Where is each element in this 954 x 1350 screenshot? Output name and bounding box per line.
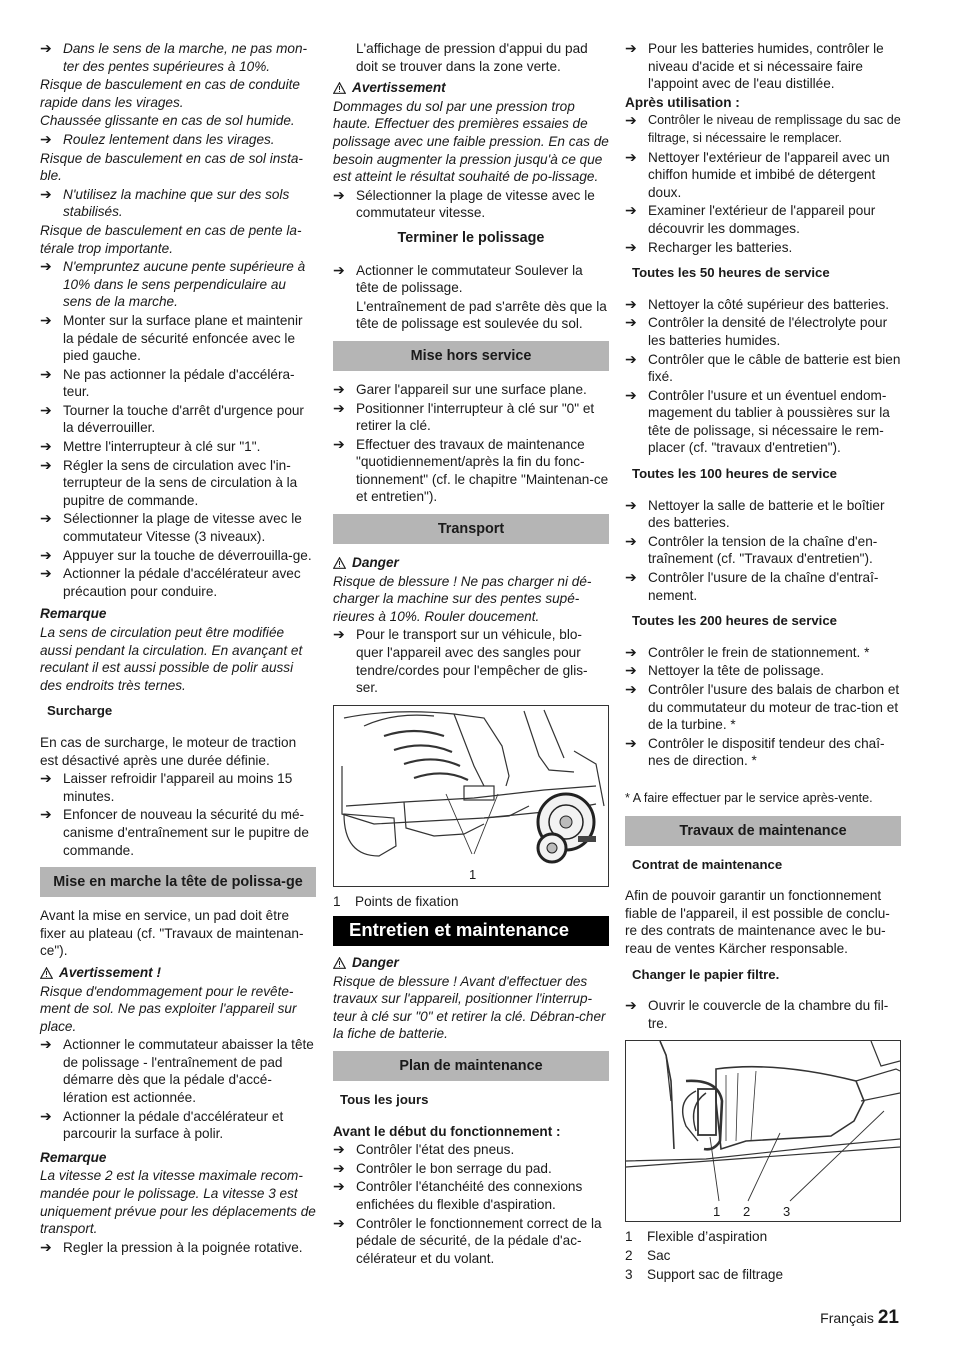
list-item: ➔ Actionner la pédale d'accélérateur et parcourir la surface à polir. xyxy=(40,1108,316,1143)
terminer-text: L'entraînement de pad s'arrête dès que la tête de polissage est soulevée du sol. xyxy=(356,298,607,332)
warning-triangle-icon xyxy=(333,82,346,94)
list-item: ➔ Contrôler l'état des pneus. xyxy=(333,1141,609,1159)
remarque-text: La vitesse 2 est la vitesse maximale recom-mandée pour le polissage. La vitesse 3 est uniquement prévue pour les déplacements de transport. xyxy=(40,1168,316,1237)
mise-text: Avant la mise en service, un pad doit être fixer au plateau (cf. "Travaux de maintenan-ce"). xyxy=(40,908,304,959)
list-item: ➔ Contrôler l'usure de la chaîne d'entraî-nement. xyxy=(625,569,901,604)
list-item: ➔ Nettoyer la côté supérieur des batteries. xyxy=(625,296,901,314)
heading-200h: Toutes les 200 heures de service xyxy=(632,613,838,629)
terminer-heading: Terminer le polissage xyxy=(397,229,545,246)
figure-callout: 1 xyxy=(713,1204,721,1220)
list-item: ➔ Positionner l'interrupteur à clé sur "0" et retirer la clé. xyxy=(333,400,609,435)
list-item: ➔ Contrôler que le câble de batterie est bien fixé. xyxy=(625,351,901,386)
section-heading-mise-en-marche: Mise en marche la tête de polissa-ge xyxy=(40,867,316,897)
list-item: ➔ Appuyer sur la touche de déverrouilla-ge. xyxy=(40,547,316,565)
warning-text: Dommages du sol par une pression trop haute. Effectuer des premières essaies de polissage avec une faible pression. En cas de besoin augmenter la pression jusqu'à ce que est atteint le résultat souhaité de po-lissage. xyxy=(333,98,609,185)
surcharge-text: En cas de surcharge, le moteur de traction est désactivé après une durée définie. xyxy=(40,734,297,768)
figure-callout: 3 xyxy=(783,1204,791,1220)
list-item: ➔ Ouvrir le couvercle de la chambre du fil-tre. xyxy=(625,997,901,1032)
list-item: ➔ N'utilisez la machine que sur des sols stabilisés. xyxy=(40,186,316,221)
section-heading-plan: Plan de maintenance xyxy=(333,1051,609,1081)
column-1 xyxy=(40,40,316,1257)
warning-label: Avertissement ! xyxy=(40,964,316,982)
section-heading-travaux: Travaux de maintenance xyxy=(625,816,901,846)
machine-illustration xyxy=(334,706,608,886)
legend-item: 2 Sac xyxy=(625,1247,671,1263)
list-item: ➔ Examiner l'extérieur de l'appareil pour découvrir les dommages. xyxy=(625,202,901,237)
list-item: ➔ Actionner le commutateur abaisser la tête de polissage - l'entraînement de pad démarre dès que la pédale d'accé-lération est actionnée. xyxy=(40,1036,316,1106)
list-item: ➔ Contrôler l'usure et un éventuel endom-magement du tablier à poussières sur la tête de polissage, si nécessaire le rem-placer (cf. "travaux d'entretien"). xyxy=(625,387,901,457)
list-item: ➔ Sélectionner la plage de vitesse avec le commutateur Vitesse (3 niveaux). xyxy=(40,510,316,545)
list-item: ➔ Régler la sens de circulation avec l'in-terrupteur de la sens de circulation à la pupitre de commande. xyxy=(40,457,316,510)
risk-text: Chaussée glissante en cas de sol humide. xyxy=(40,113,295,129)
section-heading-mise-hors-service: Mise hors service xyxy=(333,341,609,371)
list-item: ➔ Actionner le commutateur Soulever la tête de polissage. xyxy=(333,262,609,297)
figure-callout: 1 xyxy=(469,866,477,882)
list-item: ➔ Pour le transport sur un véhicule, blo-quer l'appareil avec des sangles pour tendre/cordes pour l'empêcher de glis-ser. xyxy=(333,626,609,696)
page-footer xyxy=(820,1307,899,1329)
chapter-title: Entretien et maintenance xyxy=(333,916,609,946)
footer-language: Français xyxy=(820,1310,874,1326)
list-item: ➔ Nettoyer l'extérieur de l'appareil avec un chiffon humide et imbibé de détergent doux. xyxy=(625,149,901,202)
warning-triangle-icon xyxy=(40,967,53,979)
section-heading-transport: Transport xyxy=(333,514,609,544)
legend-item: 3 Support sac de filtrage xyxy=(625,1266,784,1282)
warning-triangle-icon xyxy=(333,557,346,569)
remarque-label: Remarque xyxy=(40,1149,107,1165)
danger-text: Risque de blessure ! Avant d'effectuer des travaux sur l'appareil, positionner l'interrup-teur à clé sur "0" et retirer la clé. Débran-cher la fiche de batterie. xyxy=(333,973,606,1042)
risk-text: Risque de basculement en cas de sol insta-ble. xyxy=(40,150,303,184)
column-2 xyxy=(333,40,609,1268)
list-item: ➔ Pour les batteries humides, contrôler le niveau d'acide et si nécessaire faire l'appoint avec de l'eau distillée. xyxy=(625,40,901,93)
figure-filter xyxy=(625,1040,901,1222)
footnote: * A faire effectuer par le service après-vente. xyxy=(625,790,873,805)
list-item: ➔ Tourner la touche d'arrêt d'urgence pour la déverrouiller. xyxy=(40,402,316,437)
continued-text: L'affichage de pression d'appui du pad doit se trouver dans la zone verte. xyxy=(356,41,588,74)
list-item: ➔ Sélectionner la plage de vitesse avec le commutateur vitesse. xyxy=(333,187,609,222)
list-item: ➔ Roulez lentement dans les virages. xyxy=(40,131,316,149)
list-item: ➔ Contrôler le dispositif tendeur des chaî-nes de direction. * xyxy=(625,735,901,770)
danger-text: Risque de blessure ! Ne pas charger ni dé-charger la machine sur des pentes supé-rieures à 10%. Rouler doucement. xyxy=(333,573,592,624)
list-item: ➔ Enfoncer de nouveau la sécurité du mé-canisme d'entraînement sur le pupitre de commande. xyxy=(40,806,316,859)
list-item: ➔ Contrôler le fonctionnement correct de la pédale de sécurité, de la pédale d'ac-célérateur et du volant. xyxy=(333,1215,609,1268)
list-item: ➔ Contrôler la densité de l'électrolyte pour les batteries humides. xyxy=(625,314,901,349)
list-item: ➔ Contrôler le bon serrage du pad. xyxy=(333,1160,609,1178)
list-item: ➔ Contrôler l'étanchéité des connexions enfichées du flexible d'aspiration. xyxy=(333,1178,609,1213)
heading-100h: Toutes les 100 heures de service xyxy=(632,466,838,482)
filter-illustration xyxy=(626,1041,900,1221)
list-item: ➔ Ne pas actionner la pédale d'accéléra-teur. xyxy=(40,366,316,401)
figure-callout: 2 xyxy=(743,1204,751,1220)
page-number: 21 xyxy=(877,1307,899,1328)
danger-label: Danger xyxy=(333,954,609,972)
list-item: ➔ Actionner la pédale d'accélérateur avec précaution pour conduire. xyxy=(40,565,316,600)
column-3 xyxy=(625,40,901,1284)
risk-text: Risque de basculement en cas de pente la-térale trop importante. xyxy=(40,222,302,256)
legend-item: 1 Flexible d’aspiration xyxy=(625,1229,768,1245)
list-item: ➔ Contrôler le frein de stationnement. * xyxy=(625,644,901,662)
remarque-text: La sens de circulation peut être modifiée aussi pendant la circulation. En avançant et reculant il est aussi possible de polir aussi des endroits très ternes. xyxy=(40,625,303,693)
list-item: ➔ Mettre l'interrupteur à clé sur "1". xyxy=(40,438,316,456)
heading-50h: Toutes les 50 heures de service xyxy=(632,265,830,281)
list-item: ➔ Garer l'appareil sur une surface plane. xyxy=(333,381,609,399)
risk-text: Risque de basculement en cas de conduite rapide dans les virages. xyxy=(40,77,300,110)
legend-item: 1 Points de fixation xyxy=(333,893,459,909)
warning-triangle-icon xyxy=(333,957,346,969)
list-item: ➔ Recharger les batteries. xyxy=(625,239,901,257)
apres-label: Après utilisation : xyxy=(625,94,740,110)
list-item: ➔ Dans le sens de la marche, ne pas mon-ter des pentes supérieures à 10%. xyxy=(40,40,316,75)
list-item: ➔ Effectuer des travaux de maintenance "quotidiennement/après la fin du fonc-tionnement" (cf. le chapitre "Maintenan-ce et entretien"). xyxy=(333,436,609,506)
column-1-top-list xyxy=(40,40,316,600)
contrat-text: Afin de pouvoir garantir un fonctionnement fiable de l'appareil, il est possible de conclu-re des contrats de maintenance avec le bu-reau de ventes Kärcher responsable. xyxy=(625,888,890,956)
warning-text: Risque d'endommagement pour le revête-ment de sol. Ne pas exploiter l'appareil sur place. xyxy=(40,983,297,1034)
warning-label: Avertissement xyxy=(333,79,609,97)
list-item: ➔ Contrôler le niveau de remplissage du sac de filtrage, si nécessaire le remplacer. xyxy=(625,112,901,147)
papier-heading: Changer le papier filtre. xyxy=(632,966,780,982)
list-item: ➔ Monter sur la surface plane et maintenir la pédale de sécurité enfoncée avec le pied gauche. xyxy=(40,312,316,365)
list-item: ➔ Laisser refroidir l'appareil au moins 15 minutes. xyxy=(40,770,316,805)
surcharge-heading: Surcharge xyxy=(47,703,113,719)
list-item: ➔ Contrôler la tension de la chaîne d'en-traînement (cf. "Travaux d'entretien"). xyxy=(625,533,901,568)
remarque-label: Remarque xyxy=(40,606,107,622)
avant-label: Avant le début du fonctionnement : xyxy=(333,1123,561,1139)
list-item: ➔ Nettoyer la tête de polissage. xyxy=(625,662,901,680)
danger-label: Danger xyxy=(333,554,609,572)
list-item: ➔ Nettoyer la salle de batterie et le boîtier des batteries. xyxy=(625,497,901,532)
tous-les-jours-heading: Tous les jours xyxy=(340,1091,429,1107)
list-item: ➔ Regler la pression à la poignée rotative. xyxy=(40,1239,316,1257)
contrat-heading: Contrat de maintenance xyxy=(632,856,783,872)
list-item: ➔ N'empruntez aucune pente supérieure à 10% dans le sens perpendiculaire au sens de la marche. xyxy=(40,258,316,311)
list-item: ➔ Contrôler l'usure des balais de charbon et du commutateur du moteur de trac-tion et de la turbine. * xyxy=(625,681,901,734)
figure-transport xyxy=(333,705,609,887)
